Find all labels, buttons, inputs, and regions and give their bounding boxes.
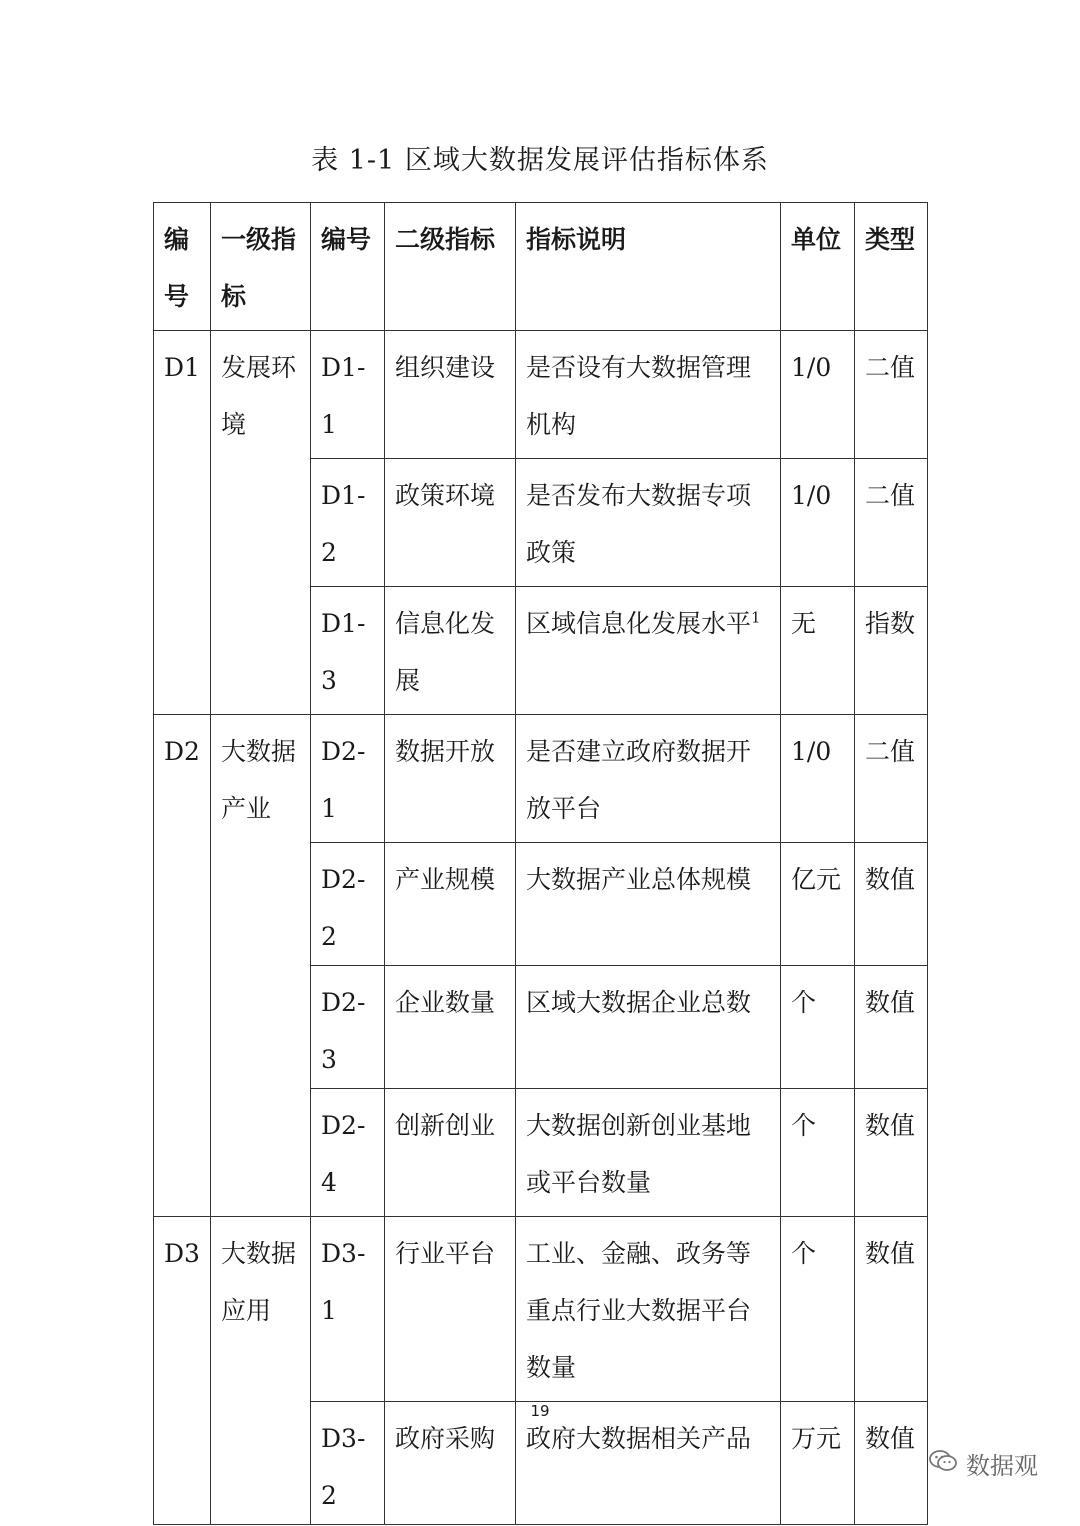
- group-id: D1: [154, 331, 211, 715]
- row-unit: 1/0: [781, 459, 855, 587]
- row-code: D2-1: [311, 715, 385, 843]
- row-name: 信息化发展: [385, 587, 516, 715]
- row-type: 数值: [855, 1217, 928, 1402]
- wechat-icon: [928, 1448, 958, 1480]
- table-row: [154, 715, 928, 843]
- header-unit: 单位: [781, 203, 855, 331]
- table-row: [154, 331, 928, 459]
- table-caption: 表 1-1 区域大数据发展评估指标体系: [311, 145, 769, 176]
- page-number: 19: [530, 1402, 550, 1420]
- row-type: 指数: [855, 587, 928, 715]
- row-name: 产业规模: [385, 843, 516, 966]
- row-unit: 亿元: [781, 843, 855, 966]
- header-type: 类型: [855, 203, 928, 331]
- watermark-text: 数据观: [966, 1452, 1038, 1480]
- row-type: 二值: [855, 715, 928, 843]
- row-unit: 万元: [781, 1402, 855, 1525]
- row-type: 二值: [855, 331, 928, 459]
- row-unit: 无: [781, 587, 855, 715]
- row-type: 数值: [855, 966, 928, 1089]
- row-desc: [516, 587, 781, 715]
- row-name: 组织建设: [385, 331, 516, 459]
- header-row: [154, 203, 928, 331]
- group-id: D2: [154, 715, 211, 1217]
- row-unit: 个: [781, 1217, 855, 1402]
- row-unit: 个: [781, 966, 855, 1089]
- row-type: 数值: [855, 1089, 928, 1217]
- row-type: 数值: [855, 1402, 928, 1525]
- row-code: D2-4: [311, 1089, 385, 1217]
- indicator-table: [153, 202, 928, 1525]
- row-code: D1-1: [311, 331, 385, 459]
- row-name: 企业数量: [385, 966, 516, 1089]
- row-desc: 大数据产业总体规模: [516, 843, 781, 966]
- row-code: D3-2: [311, 1402, 385, 1525]
- row-desc: 是否建立政府数据开放平台: [516, 715, 781, 843]
- header-level1: 一级指标: [211, 203, 311, 331]
- row-name: 数据开放: [385, 715, 516, 843]
- row-code: D2-3: [311, 966, 385, 1089]
- row-name: 行业平台: [385, 1217, 516, 1402]
- header-id: 编号: [154, 203, 211, 331]
- row-unit: 1/0: [781, 715, 855, 843]
- row-desc: 是否发布大数据专项政策: [516, 459, 781, 587]
- row-unit: 个: [781, 1089, 855, 1217]
- row-type: 数值: [855, 843, 928, 966]
- row-desc-text: 区域信息化发展水平: [526, 609, 752, 638]
- row-code: D1-3: [311, 587, 385, 715]
- row-desc: 工业、金融、政务等重点行业大数据平台数量: [516, 1217, 781, 1402]
- row-type: 二值: [855, 459, 928, 587]
- row-name: 创新创业: [385, 1089, 516, 1217]
- row-name: 政策环境: [385, 459, 516, 587]
- row-code: D3-1: [311, 1217, 385, 1402]
- group-name: 大数据产业: [211, 715, 311, 1217]
- row-code: D1-2: [311, 459, 385, 587]
- row-desc: 区域大数据企业总数: [516, 966, 781, 1089]
- table-row: [154, 1217, 928, 1402]
- row-desc: 是否设有大数据管理机构: [516, 331, 781, 459]
- watermark: [928, 1446, 1038, 1481]
- row-desc: 大数据创新创业基地或平台数量: [516, 1089, 781, 1217]
- footnote-mark: 1: [751, 608, 761, 627]
- header-level2: 二级指标: [385, 203, 516, 331]
- row-unit: 1/0: [781, 331, 855, 459]
- row-desc: 政府大数据相关产品: [516, 1402, 781, 1525]
- row-name: 政府采购: [385, 1402, 516, 1525]
- header-desc: 指标说明: [516, 203, 781, 331]
- header-code: 编号: [311, 203, 385, 331]
- group-id: D3: [154, 1217, 211, 1525]
- group-name: 大数据应用: [211, 1217, 311, 1525]
- row-code: D2-2: [311, 843, 385, 966]
- group-name: 发展环境: [211, 331, 311, 715]
